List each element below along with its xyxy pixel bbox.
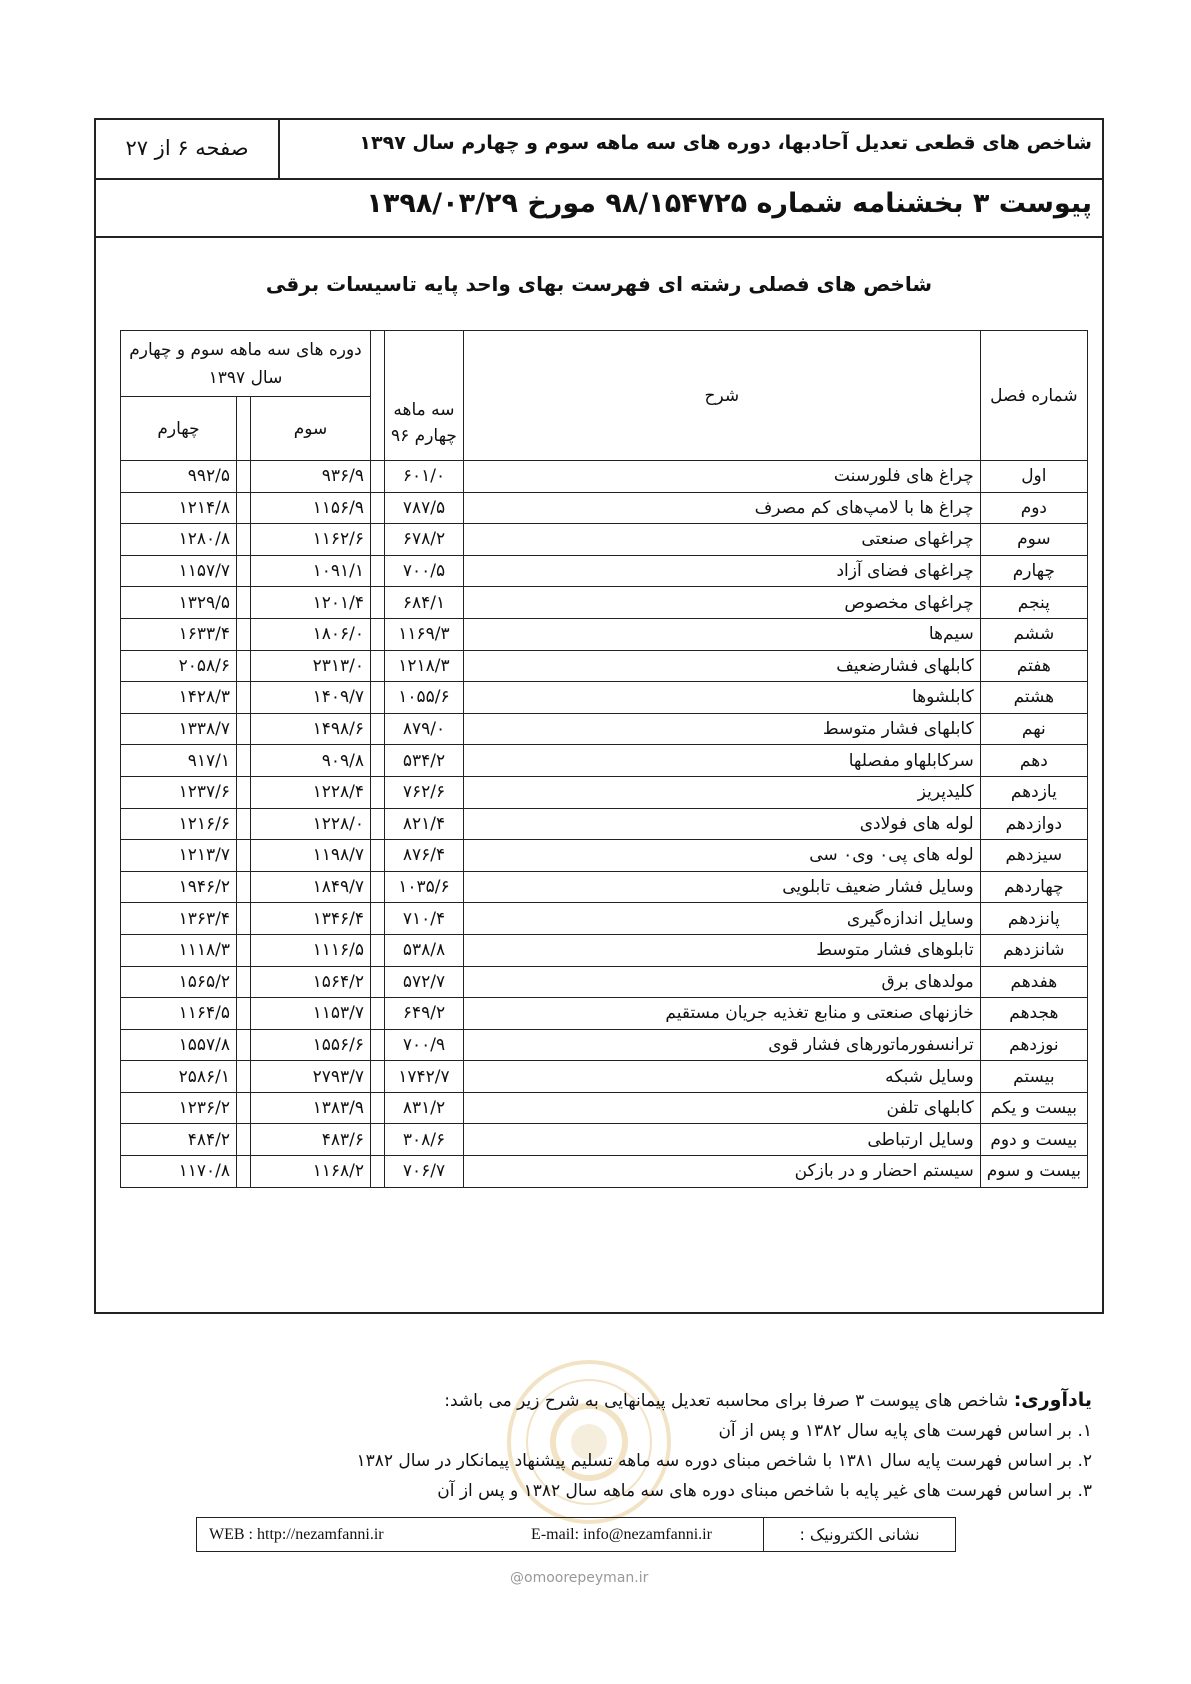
description-cell: وسایل ارتباطی	[463, 1124, 980, 1156]
q4-value-cell: ۱۲۸۰/۸	[121, 524, 237, 556]
q4-value-cell: ۱۲۳۷/۶	[121, 776, 237, 808]
table-body	[121, 461, 1088, 1188]
description-cell: کابلهای فشارضعیف	[463, 650, 980, 682]
spacer-col	[237, 397, 251, 461]
spacer-cell	[371, 492, 385, 524]
spacer-cell	[371, 1092, 385, 1124]
spacer-cell	[371, 1029, 385, 1061]
base-value-cell: ۵۳۴/۲	[385, 745, 464, 777]
description-cell: لوله های پی٠ وی٠ سی	[463, 840, 980, 872]
spacer-cell	[237, 903, 251, 935]
description-cell: وسایل اندازه‌گیری	[463, 903, 980, 935]
q4-value-cell: ۹۹۲/۵	[121, 461, 237, 493]
spacer-cell	[237, 840, 251, 872]
spacer-cell	[237, 966, 251, 998]
header-row	[96, 120, 1102, 180]
q4-value-cell: ۱۳۲۹/۵	[121, 587, 237, 619]
spacer-cell	[237, 650, 251, 682]
q3-value-cell: ۴۸۳/۶	[251, 1124, 371, 1156]
q4-value-cell: ۱۹۴۶/۲	[121, 871, 237, 903]
spacer-cell	[237, 587, 251, 619]
base-value-cell: ۷۰۶/۷	[385, 1156, 464, 1188]
base-value-cell: ۱۲۱۸/۳	[385, 650, 464, 682]
q3-value-cell: ۲۷۹۳/۷	[251, 1061, 371, 1093]
chapter-cell: دهم	[980, 745, 1087, 777]
spacer-cell	[371, 776, 385, 808]
table-row	[121, 492, 1088, 524]
q3-value-cell: ۱۱۶۲/۶	[251, 524, 371, 556]
description-cell: ترانسفورماتورهای فشار قوی	[463, 1029, 980, 1061]
chapter-cell: دوم	[980, 492, 1087, 524]
q4-value-cell: ۱۶۳۳/۴	[121, 618, 237, 650]
spacer-cell	[237, 682, 251, 714]
spacer-cell	[371, 1061, 385, 1093]
reminder-note	[92, 1385, 1092, 1506]
chapter-cell: سوم	[980, 524, 1087, 556]
q4-value-cell: ۴۸۴/۲	[121, 1124, 237, 1156]
q3-value-cell: ۱۱۵۳/۷	[251, 998, 371, 1030]
spacer-cell	[371, 1124, 385, 1156]
header-description: شرح	[463, 331, 980, 461]
base-value-cell: ۳۰۸/۶	[385, 1124, 464, 1156]
spacer-cell	[371, 840, 385, 872]
website-link[interactable]: WEB : http://nezamfanni.ir	[209, 1526, 384, 1543]
table-row	[121, 745, 1088, 777]
table-row	[121, 618, 1088, 650]
q3-value-cell: ۱۲۰۱/۴	[251, 587, 371, 619]
chapter-cell: هفتم	[980, 650, 1087, 682]
chapter-cell: بیست و سوم	[980, 1156, 1087, 1188]
spacer-cell	[371, 1156, 385, 1188]
chapter-cell: بیستم	[980, 1061, 1087, 1093]
base-value-cell: ۱۷۴۲/۷	[385, 1061, 464, 1093]
spacer-cell	[237, 808, 251, 840]
spacer-cell	[371, 618, 385, 650]
note-item: ۱. بر اساس فهرست های پایه سال ۱۳۸۲ و پس از آن	[718, 1421, 1092, 1441]
base-value-cell: ۸۲۱/۴	[385, 808, 464, 840]
note-item: ۳. بر اساس فهرست های غیر پایه با شاخص مبنای دوره های سه ماهه سال ۱۳۸۲ و پس از آن	[437, 1481, 1092, 1501]
q3-value-cell: ۱۸۰۶/۰	[251, 618, 371, 650]
base-value-cell: ۱۰۵۵/۶	[385, 682, 464, 714]
chapter-cell: سیزدهم	[980, 840, 1087, 872]
chapter-cell: نهم	[980, 713, 1087, 745]
spacer-cell	[237, 555, 251, 587]
q3-value-cell: ۹۳۶/۹	[251, 461, 371, 493]
q4-value-cell: ۱۳۶۳/۴	[121, 903, 237, 935]
q4-value-cell: ۱۲۱۶/۶	[121, 808, 237, 840]
header-period-group	[121, 331, 371, 397]
chapter-cell: چهاردهم	[980, 871, 1087, 903]
header-period-line1: دوره های سه ماهه سوم و چهارم	[129, 339, 362, 360]
spacer-cell	[237, 1092, 251, 1124]
table-row	[121, 1061, 1088, 1093]
spacer-cell	[371, 650, 385, 682]
table-row	[121, 1156, 1088, 1188]
table-row	[121, 587, 1088, 619]
description-cell: چراغهای صنعتی	[463, 524, 980, 556]
chapter-cell: بیست و دوم	[980, 1124, 1087, 1156]
q4-value-cell: ۱۱۵۷/۷	[121, 555, 237, 587]
chapter-cell: پانزدهم	[980, 903, 1087, 935]
q4-value-cell: ۹۱۷/۱	[121, 745, 237, 777]
table-row	[121, 840, 1088, 872]
base-value-cell: ۷۰۰/۵	[385, 555, 464, 587]
description-cell: خازنهای صنعتی و منابع تغذیه جریان مستقیم	[463, 998, 980, 1030]
spacer-cell	[237, 998, 251, 1030]
base-value-cell: ۸۳۱/۲	[385, 1092, 464, 1124]
contact-box	[196, 1517, 956, 1552]
table-row	[121, 524, 1088, 556]
q4-value-cell: ۱۴۲۸/۳	[121, 682, 237, 714]
spacer-cell	[371, 966, 385, 998]
q3-value-cell: ۲۳۱۳/۰	[251, 650, 371, 682]
table-row	[121, 1092, 1088, 1124]
table-row	[121, 776, 1088, 808]
q3-value-cell: ۱۱۵۶/۹	[251, 492, 371, 524]
chapter-cell: چهارم	[980, 555, 1087, 587]
table-row	[121, 461, 1088, 493]
spacer-cell	[371, 745, 385, 777]
q3-value-cell: ۱۰۹۱/۱	[251, 555, 371, 587]
table-row	[121, 966, 1088, 998]
note-item: ۲. بر اساس فهرست پایه سال ۱۳۸۱ با شاخص مبنای دوره سه ماهه تسلیم پیشنهاد پیمانکار در سال ۱۳۸۲	[356, 1451, 1092, 1471]
description-cell: چراغ های فلورسنت	[463, 461, 980, 493]
q3-value-cell: ۱۱۹۸/۷	[251, 840, 371, 872]
q4-value-cell: ۱۳۳۸/۷	[121, 713, 237, 745]
q4-value-cell: ۱۲۱۴/۸	[121, 492, 237, 524]
header-base-line2: چهارم ۹۶	[391, 425, 457, 446]
description-cell: چراغهای فضای آزاد	[463, 555, 980, 587]
spacer-cell	[237, 524, 251, 556]
base-value-cell: ۸۷۶/۴	[385, 840, 464, 872]
q3-value-cell: ۱۵۵۶/۶	[251, 1029, 371, 1061]
spacer-cell	[371, 461, 385, 493]
q4-value-cell: ۱۲۳۶/۲	[121, 1092, 237, 1124]
base-value-cell: ۵۳۸/۸	[385, 934, 464, 966]
q4-value-cell: ۱۵۶۵/۲	[121, 966, 237, 998]
table-row	[121, 871, 1088, 903]
table-row	[121, 998, 1088, 1030]
spacer-cell	[371, 808, 385, 840]
q4-value-cell: ۱۵۵۷/۸	[121, 1029, 237, 1061]
spacer-cell	[237, 871, 251, 903]
spacer-cell	[237, 713, 251, 745]
table-row	[121, 903, 1088, 935]
description-cell: سرکابلهاو مفصلها	[463, 745, 980, 777]
note-intro: شاخص های پیوست ۳ صرفا برای محاسبه تعدیل پیمانهایی به شرح زیر می باشد:	[444, 1391, 1009, 1411]
q3-value-cell: ۱۱۱۶/۵	[251, 934, 371, 966]
q3-value-cell: ۱۵۶۴/۲	[251, 966, 371, 998]
description-cell: مولدهای برق	[463, 966, 980, 998]
header-q4: چهارم	[121, 397, 237, 461]
circular-reference: پیوست ۳ بخشنامه شماره ۹۸/۱۵۴۷۲۵ مورخ ۱۳۹۸/۰۳/۲۹	[366, 188, 1092, 219]
page-number: صفحه ۶ از ۲۷	[96, 120, 280, 178]
spacer-cell	[371, 555, 385, 587]
table-row	[121, 713, 1088, 745]
table-row	[121, 1029, 1088, 1061]
spacer-cell	[237, 461, 251, 493]
description-cell: کابلهای تلفن	[463, 1092, 980, 1124]
chapter-cell: ششم	[980, 618, 1087, 650]
table-row	[121, 1124, 1088, 1156]
header-chapter: شماره فصل	[980, 331, 1087, 461]
chapter-cell: هفدهم	[980, 966, 1087, 998]
spacer-cell	[371, 934, 385, 966]
spacer-cell	[371, 713, 385, 745]
description-cell: کابلشوها	[463, 682, 980, 714]
base-value-cell: ۶۰۱/۰	[385, 461, 464, 493]
description-cell: لوله های فولادی	[463, 808, 980, 840]
q4-value-cell: ۱۱۶۴/۵	[121, 998, 237, 1030]
table-row	[121, 682, 1088, 714]
base-value-cell: ۱۰۳۵/۶	[385, 871, 464, 903]
document-frame	[94, 118, 1104, 1314]
description-cell: وسایل فشار ضعیف تابلویی	[463, 871, 980, 903]
q4-value-cell: ۱۱۷۰/۸	[121, 1156, 237, 1188]
q4-value-cell: ۲۰۵۸/۶	[121, 650, 237, 682]
note-title: یادآوری:	[1013, 1389, 1092, 1411]
description-cell: تابلوهای فشار متوسط	[463, 934, 980, 966]
spacer-cell	[371, 524, 385, 556]
spacer-cell	[237, 934, 251, 966]
spacer-cell	[237, 1061, 251, 1093]
document-title: شاخص های قطعی تعدیل آحادبها، دوره های سه ماهه سوم و چهارم سال ۱۳۹۷	[359, 132, 1092, 154]
base-value-cell: ۶۷۸/۲	[385, 524, 464, 556]
table-row	[121, 650, 1088, 682]
chapter-cell: پنجم	[980, 587, 1087, 619]
spacer-cell	[237, 1156, 251, 1188]
spacer-cell	[237, 618, 251, 650]
base-value-cell: ۸۷۹/۰	[385, 713, 464, 745]
description-cell: وسایل شبکه	[463, 1061, 980, 1093]
table-title: شاخص های فصلی رشته ای فهرست بهای واحد پایه تاسیسات برقی	[265, 272, 933, 296]
header-base-period	[385, 331, 464, 461]
q3-value-cell: ۱۱۶۸/۲	[251, 1156, 371, 1188]
table-row	[121, 555, 1088, 587]
base-value-cell: ۱۱۶۹/۳	[385, 618, 464, 650]
base-value-cell: ۷۶۲/۶	[385, 776, 464, 808]
spacer-col	[371, 331, 385, 461]
description-cell: چراغهای مخصوص	[463, 587, 980, 619]
base-value-cell: ۷۸۷/۵	[385, 492, 464, 524]
spacer-cell	[237, 1124, 251, 1156]
chapter-cell: بیست و یکم	[980, 1092, 1087, 1124]
table-row	[121, 934, 1088, 966]
header-q3: سوم	[251, 397, 371, 461]
q3-value-cell: ۱۳۴۶/۴	[251, 903, 371, 935]
spacer-cell	[371, 682, 385, 714]
description-cell: سیم‌ها	[463, 618, 980, 650]
q4-value-cell: ۱۱۱۸/۳	[121, 934, 237, 966]
header-period-line2: سال ۱۳۹۷	[208, 367, 283, 388]
q3-value-cell: ۱۲۲۸/۴	[251, 776, 371, 808]
spacer-cell	[371, 871, 385, 903]
chapter-cell: هشتم	[980, 682, 1087, 714]
base-value-cell: ۶۴۹/۲	[385, 998, 464, 1030]
header-base-line1: سه ماهه	[393, 399, 455, 420]
contact-label: نشانی الکترونیک :	[763, 1518, 955, 1551]
chapter-cell: شانزدهم	[980, 934, 1087, 966]
base-value-cell: ۷۰۰/۹	[385, 1029, 464, 1061]
index-table	[120, 330, 1088, 1188]
description-cell: چراغ ها با لامپ‌های کم مصرف	[463, 492, 980, 524]
description-cell: سیستم احضار و در بازکن	[463, 1156, 980, 1188]
table-row	[121, 808, 1088, 840]
footer-site: @omoorepeyman.ir	[510, 1570, 649, 1586]
description-cell: کلیدپریز	[463, 776, 980, 808]
q3-value-cell: ۹۰۹/۸	[251, 745, 371, 777]
spacer-cell	[371, 903, 385, 935]
spacer-cell	[237, 1029, 251, 1061]
q4-value-cell: ۲۵۸۶/۱	[121, 1061, 237, 1093]
q3-value-cell: ۱۳۸۳/۹	[251, 1092, 371, 1124]
subheader-row	[96, 180, 1102, 238]
base-value-cell: ۵۷۲/۷	[385, 966, 464, 998]
spacer-cell	[237, 745, 251, 777]
email-link[interactable]: E-mail: info@nezamfanni.ir	[531, 1526, 712, 1543]
spacer-cell	[371, 998, 385, 1030]
chapter-cell: هجدهم	[980, 998, 1087, 1030]
chapter-cell: دوازدهم	[980, 808, 1087, 840]
q4-value-cell: ۱۲۱۳/۷	[121, 840, 237, 872]
description-cell: کابلهای فشار متوسط	[463, 713, 980, 745]
base-value-cell: ۶۸۴/۱	[385, 587, 464, 619]
base-value-cell: ۷۱۰/۴	[385, 903, 464, 935]
spacer-cell	[237, 776, 251, 808]
q3-value-cell: ۱۸۴۹/۷	[251, 871, 371, 903]
q3-value-cell: ۱۴۰۹/۷	[251, 682, 371, 714]
chapter-cell: اول	[980, 461, 1087, 493]
spacer-cell	[371, 587, 385, 619]
q3-value-cell: ۱۲۲۸/۰	[251, 808, 371, 840]
q3-value-cell: ۱۴۹۸/۶	[251, 713, 371, 745]
chapter-cell: نوزدهم	[980, 1029, 1087, 1061]
chapter-cell: یازدهم	[980, 776, 1087, 808]
spacer-cell	[237, 492, 251, 524]
